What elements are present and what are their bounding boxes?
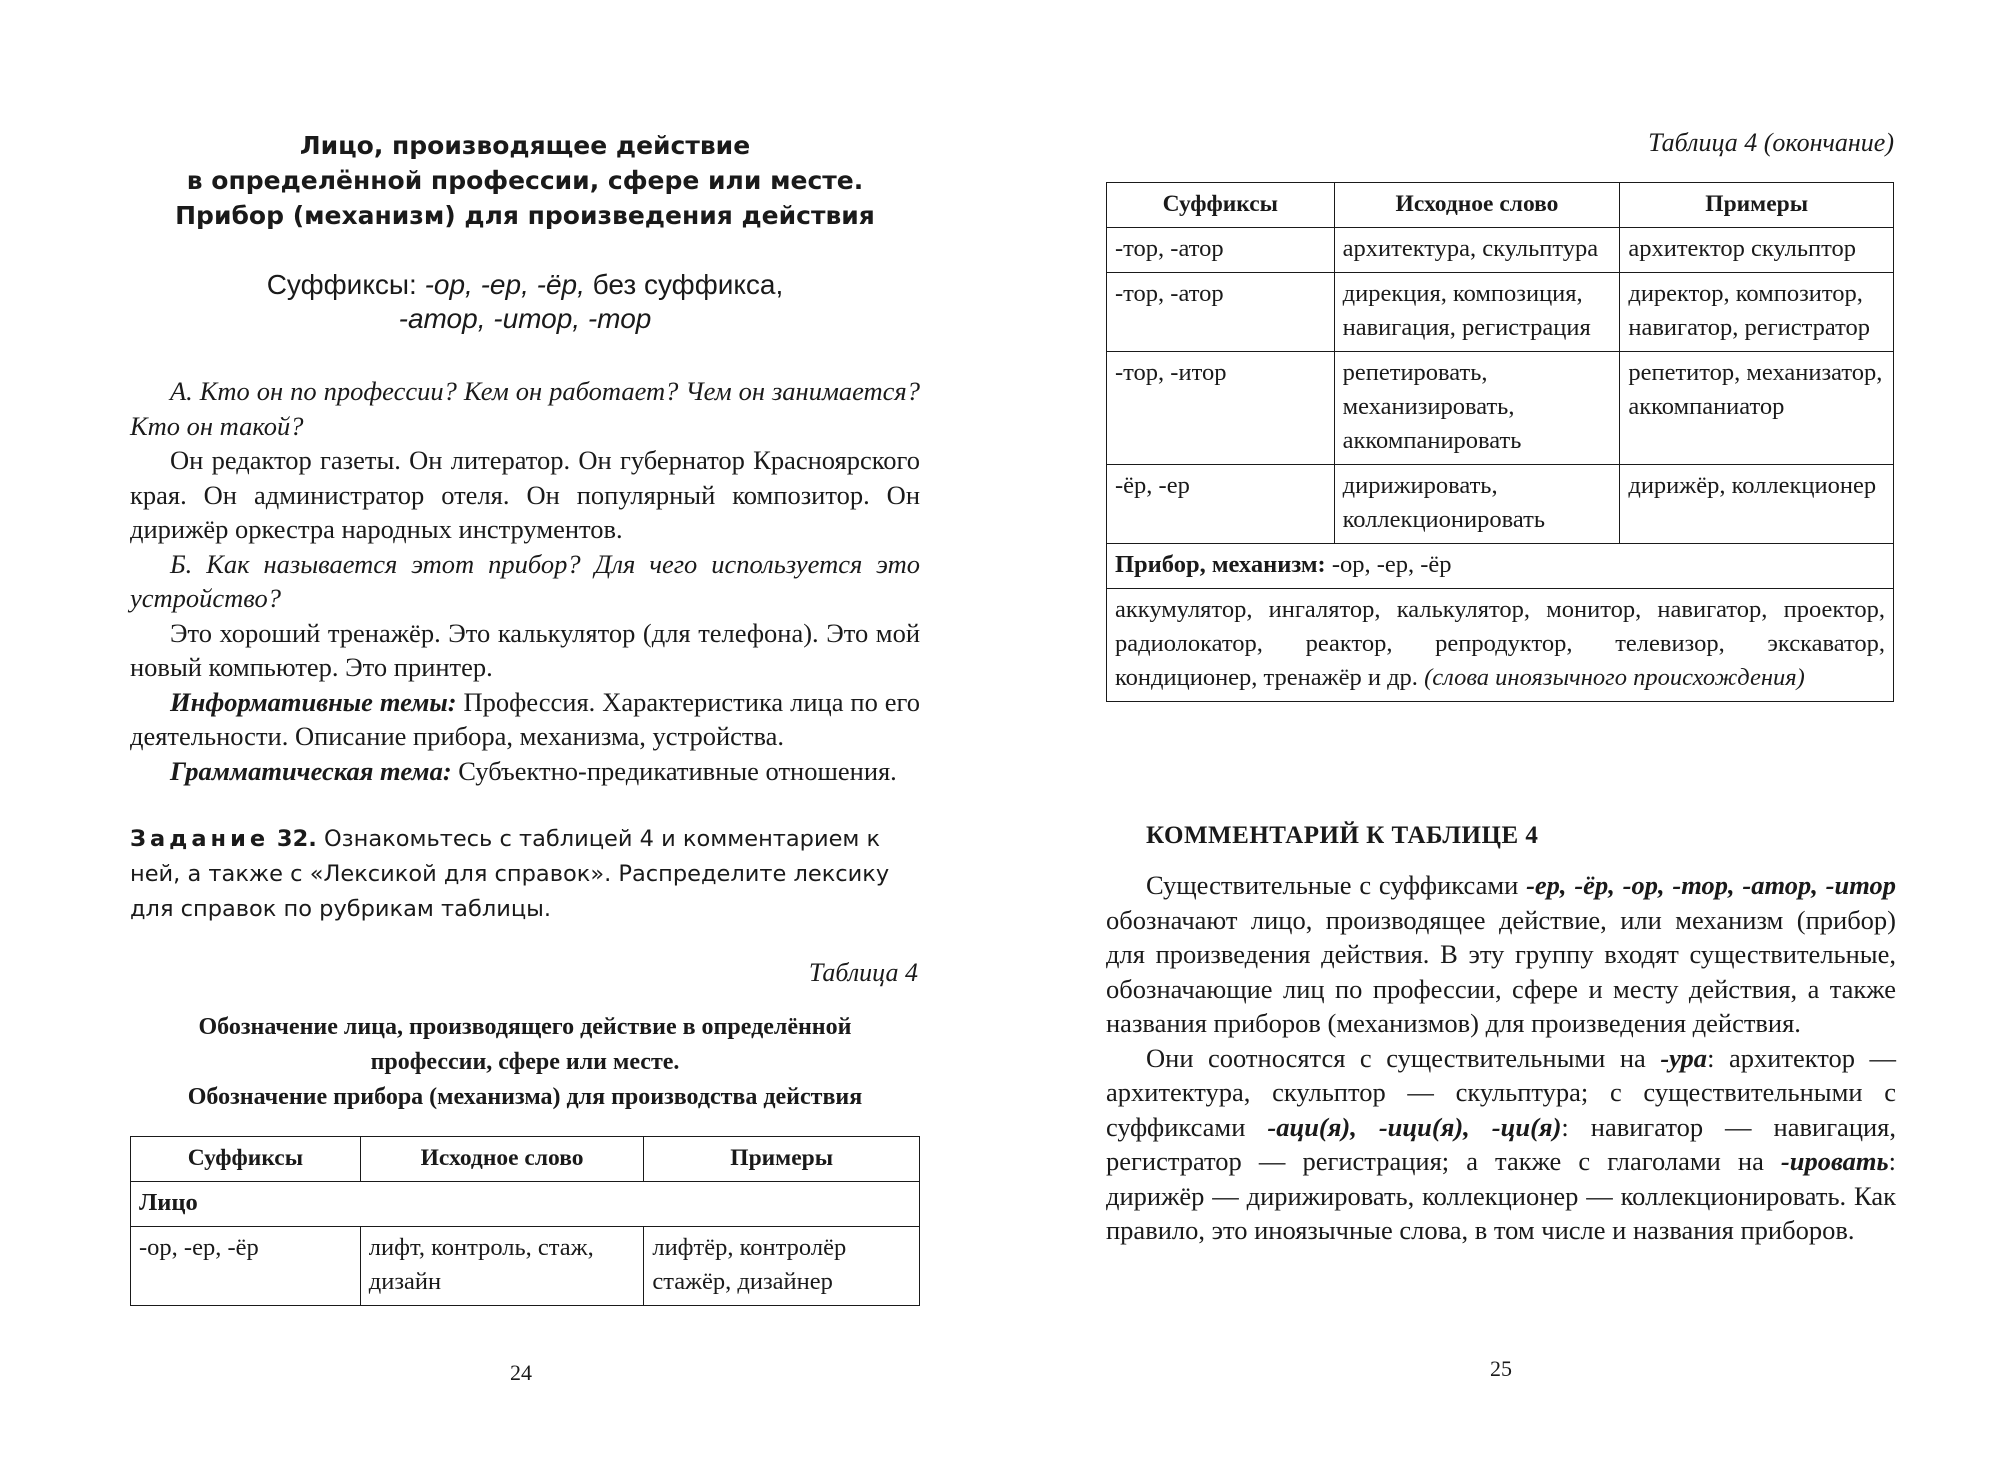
cell-examples: архитектор скульптор (1620, 228, 1894, 273)
comment-suffixes: -ер, -ёр, -ор, -тор, -атор, -итор (1526, 870, 1896, 900)
cell-examples: лифтёр, контролёр стажёр, дизайнер (644, 1227, 920, 1306)
comment-title: КОММЕНТАРИЙ К ТАБЛИЦЕ 4 (1146, 822, 1539, 849)
comment-paragraph (1106, 868, 1896, 1041)
cell-suffix: -ёр, -ер (1107, 465, 1335, 544)
col-header-suffixes: Суффиксы (131, 1137, 361, 1182)
suffixes-line (130, 268, 920, 336)
cell-source: дирекция, композиция, навигация, регистрация (1334, 273, 1620, 352)
cell-suffix: -ор, -ер, -ёр (131, 1227, 361, 1306)
answer-a: Он редактор газеты. Он литератор. Он губернатор Красноярского края. Он администратор отеля. Он популярный композитор. Он дирижёр оркестра народных инструментов. (130, 445, 920, 544)
task-number: 32. (269, 826, 317, 852)
answer-b: Это хороший тренажёр. Это калькулятор (для телефона). Это мой новый компьютер. Это принтер. (130, 617, 920, 682)
table-title-line: профессии, сфере или месте. (370, 1049, 680, 1075)
cell-examples: репетитор, механизатор, аккомпаниатор (1620, 352, 1894, 465)
comment-paragraph (1106, 1041, 1896, 1248)
question-a: А. Кто он по профессии? Кем он работает? Чем он занимается? Кто он такой? (130, 376, 920, 441)
info-topics (130, 685, 920, 754)
heading-line: Прибор (механизм) для произведения действия (175, 201, 875, 230)
suffixes-italic: -ор, -ер, -ёр, (424, 269, 585, 300)
info-label: Информативные темы: (170, 686, 457, 717)
col-header-suffixes: Суффиксы (1107, 183, 1335, 228)
comment-text (1106, 868, 1896, 1248)
table-4-start (130, 1136, 920, 1306)
device-note: (слова иноязычного происхождения) (1424, 664, 1805, 691)
comment-span: : архитектор — архитектура, скульптор — скульптура; с существительными с суффиксами (1106, 1042, 1897, 1142)
table-row (131, 1227, 920, 1306)
cell-source: архитектура, скульптура (1334, 228, 1620, 273)
question-b: Б. Как называется этот прибор? Для чего используется это устройство? (130, 548, 920, 613)
cell-suffix: -тор, -атор (1107, 228, 1335, 273)
table-title-line: Обозначение лица, производящего действие в определённой (198, 1014, 852, 1040)
section-heading (130, 128, 920, 233)
grammar-text: Субъектно-предикативные отношения. (451, 755, 897, 786)
page-number: 25 (1490, 1356, 1512, 1381)
cell-source: дирижировать, коллекционировать (1334, 465, 1620, 544)
table-row (1107, 352, 1894, 465)
comment-suffix-ura: -ура (1660, 1042, 1708, 1073)
table-row (1107, 465, 1894, 544)
table-title (130, 1010, 920, 1115)
page-number: 24 (510, 1360, 532, 1385)
comment-span: : навигатор — навигация, регистратор — регистрация; а также с глаголами на (1106, 1111, 1896, 1176)
cell-examples: дирижёр, коллекционер (1620, 465, 1894, 544)
cell-suffix: -тор, -итор (1107, 352, 1335, 465)
col-header-examples: Примеры (1620, 183, 1894, 228)
comment-span: Существительные с суффиксами (1146, 870, 1527, 900)
body-text (130, 374, 920, 788)
table-title-line: Обозначение прибора (механизма) для производства действия (187, 1084, 863, 1110)
device-words: аккумулятор, ингалятор, калькулятор, монитор, навигатор, проектор, радиолокатор, реактор, репродуктор, телевизор, экскаватор, кондиционер, тренажёр и др. (1115, 596, 1885, 691)
suffixes-line2: -атор, -итор, -тор (398, 303, 652, 334)
table-caption: Таблица 4 (окончание) (1648, 128, 1894, 157)
table-4-end (1106, 182, 1894, 702)
col-header-source: Исходное слово (1334, 183, 1620, 228)
col-header-examples: Примеры (644, 1137, 920, 1182)
cell-suffix: -тор, -атор (1107, 273, 1335, 352)
table-row (1107, 273, 1894, 352)
right-page (1000, 0, 2000, 1468)
comment-suffix-irovat: -ировать (1780, 1146, 1889, 1176)
comment-span: обозначают лицо, производящее действие, или механизм (прибор) для произведения действия. В эту группу входят существительные, обозначающие лиц по профессии, сфере и месту действия, а также названия приборов (механизмов) для произведения действия. (1106, 904, 1896, 1038)
comment-span: : дирижёр — дирижировать, коллекционер — коллекционировать. Как правило, это иноязычные слова, в том числе и названия приборов. (1106, 1146, 1896, 1245)
comment-span: Они соотносятся с существительными на (1146, 1042, 1661, 1073)
suffixes-rest: без суффикса, (584, 269, 784, 300)
heading-line: в определённой профессии, сфере или месте. (186, 166, 864, 195)
grammar-label: Грамматическая тема: (170, 755, 452, 786)
suffixes-label: Суффиксы: (266, 269, 425, 300)
info-text: Профессия. Характеристика лица по его деятельности. Описание прибора, механизма, устройства. (130, 686, 920, 751)
cell-source: лифт, контроль, стаж, дизайн (360, 1227, 644, 1306)
device-suffixes: -ор, -ер, -ёр (1325, 551, 1452, 578)
device-words-cell (1107, 589, 1894, 702)
task-word: Задание (130, 826, 270, 852)
cell-source: репетировать, механизировать, аккомпанировать (1334, 352, 1620, 465)
table-caption: Таблица 4 (808, 958, 918, 987)
task-32 (130, 822, 920, 927)
grammar-topic (130, 754, 920, 789)
heading-line: Лицо, производящее действие (299, 131, 751, 160)
device-label: Прибор, механизм: (1115, 551, 1326, 578)
task-text: Ознакомьтесь с таблицей 4 и комментарием к ней, а также с «Лексикой для справок». Распределите лексику для справок по рубрикам таблицы. (130, 826, 890, 922)
table-row (1107, 228, 1894, 273)
col-header-source: Исходное слово (360, 1137, 644, 1182)
comment-suffix-tsia: -аци(я), -ици(я), -ци(я) (1267, 1111, 1562, 1142)
section-person: Лицо (131, 1182, 920, 1227)
section-device (1107, 544, 1894, 589)
cell-examples: директор, композитор, навигатор, регистратор (1620, 273, 1894, 352)
